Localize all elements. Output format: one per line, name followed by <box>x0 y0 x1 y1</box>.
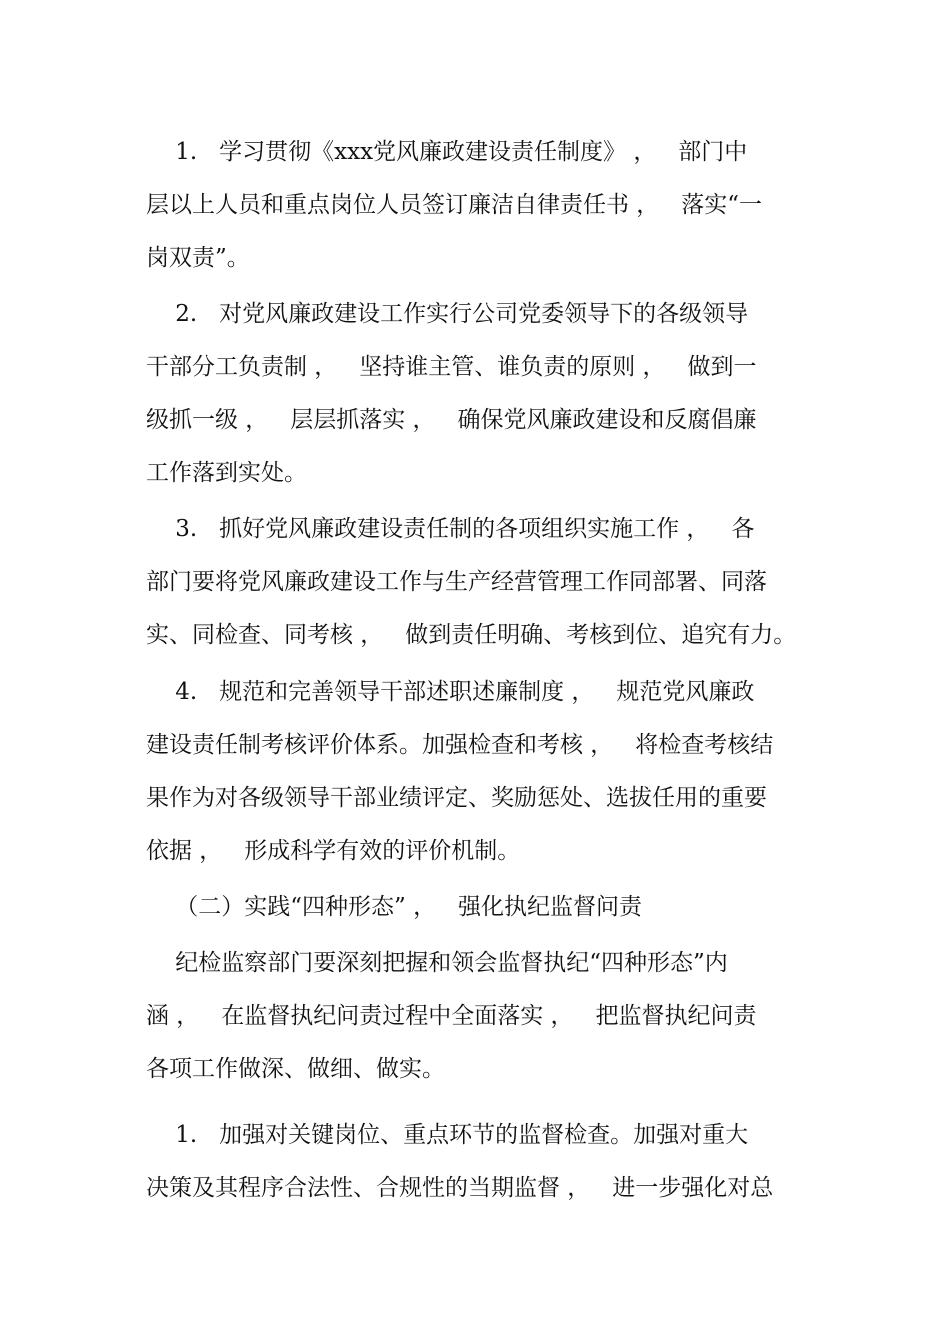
text-line: 部门要将党风廉政建设工作与生产经营管理工作同部署、同落 <box>146 569 767 595</box>
text-line: 决策及其程序合法性、合规性的当期监督 ， 进一步强化对总 <box>146 1175 774 1201</box>
text-line: 各项工作做深、做细、做实。 <box>146 1056 445 1082</box>
text-line: 依据 ， 形成科学有效的评价机制。 <box>146 838 521 864</box>
text-line: 岗双责”。 <box>146 245 250 271</box>
text-line: 2. 对党风廉政建设工作实行公司党委领导下的各级领导 <box>146 301 749 327</box>
text-line: 层以上人员和重点岗位人员签订廉洁自律责任书 ， 落实“一 <box>146 192 763 218</box>
text-line: 果作为对各级领导干部业绩评定、奖励惩处、选拔任用的重要 <box>146 785 767 811</box>
text-line: 建设责任制考核评价体系。加强检查和考核 ， 将检查考核结 <box>146 732 774 758</box>
text-line: 干部分工负责制 ， 坚持谁主管、谁负责的原则 ， 做到一 <box>146 354 757 380</box>
text-line: 实、同检查、同考核 ， 做到责任明确、考核到位、追究有力。 <box>146 622 797 648</box>
text-line: 4. 规范和完善领导干部述职述廉制度 ， 规范党风廉政 <box>146 679 755 705</box>
section-heading: （二）实践“四种形态” ， 强化执纪监督问责 <box>146 894 643 920</box>
text-line: 3. 抓好党风廉政建设责任制的各项组织实施工作 ， 各 <box>146 516 755 542</box>
text-line: 涵 ， 在监督执纪问责过程中全面落实 ， 把监督执纪问责 <box>146 1003 757 1029</box>
text-line: 1. 加强对关键岗位、重点环节的监督检查。加强对重大 <box>146 1122 749 1148</box>
text-line: 纪检监察部门要深刻把握和领会监督执纪“四种形态”内 <box>146 950 728 976</box>
text-line: 工作落到实处。 <box>146 460 307 486</box>
text-line: 1. 学习贯彻《xxx党风廉政建设责任制度》 ， 部门中 <box>146 139 748 165</box>
text-line: 级抓一级 ， 层层抓落实 ， 确保党风廉政建设和反腐倡廉 <box>146 407 757 433</box>
